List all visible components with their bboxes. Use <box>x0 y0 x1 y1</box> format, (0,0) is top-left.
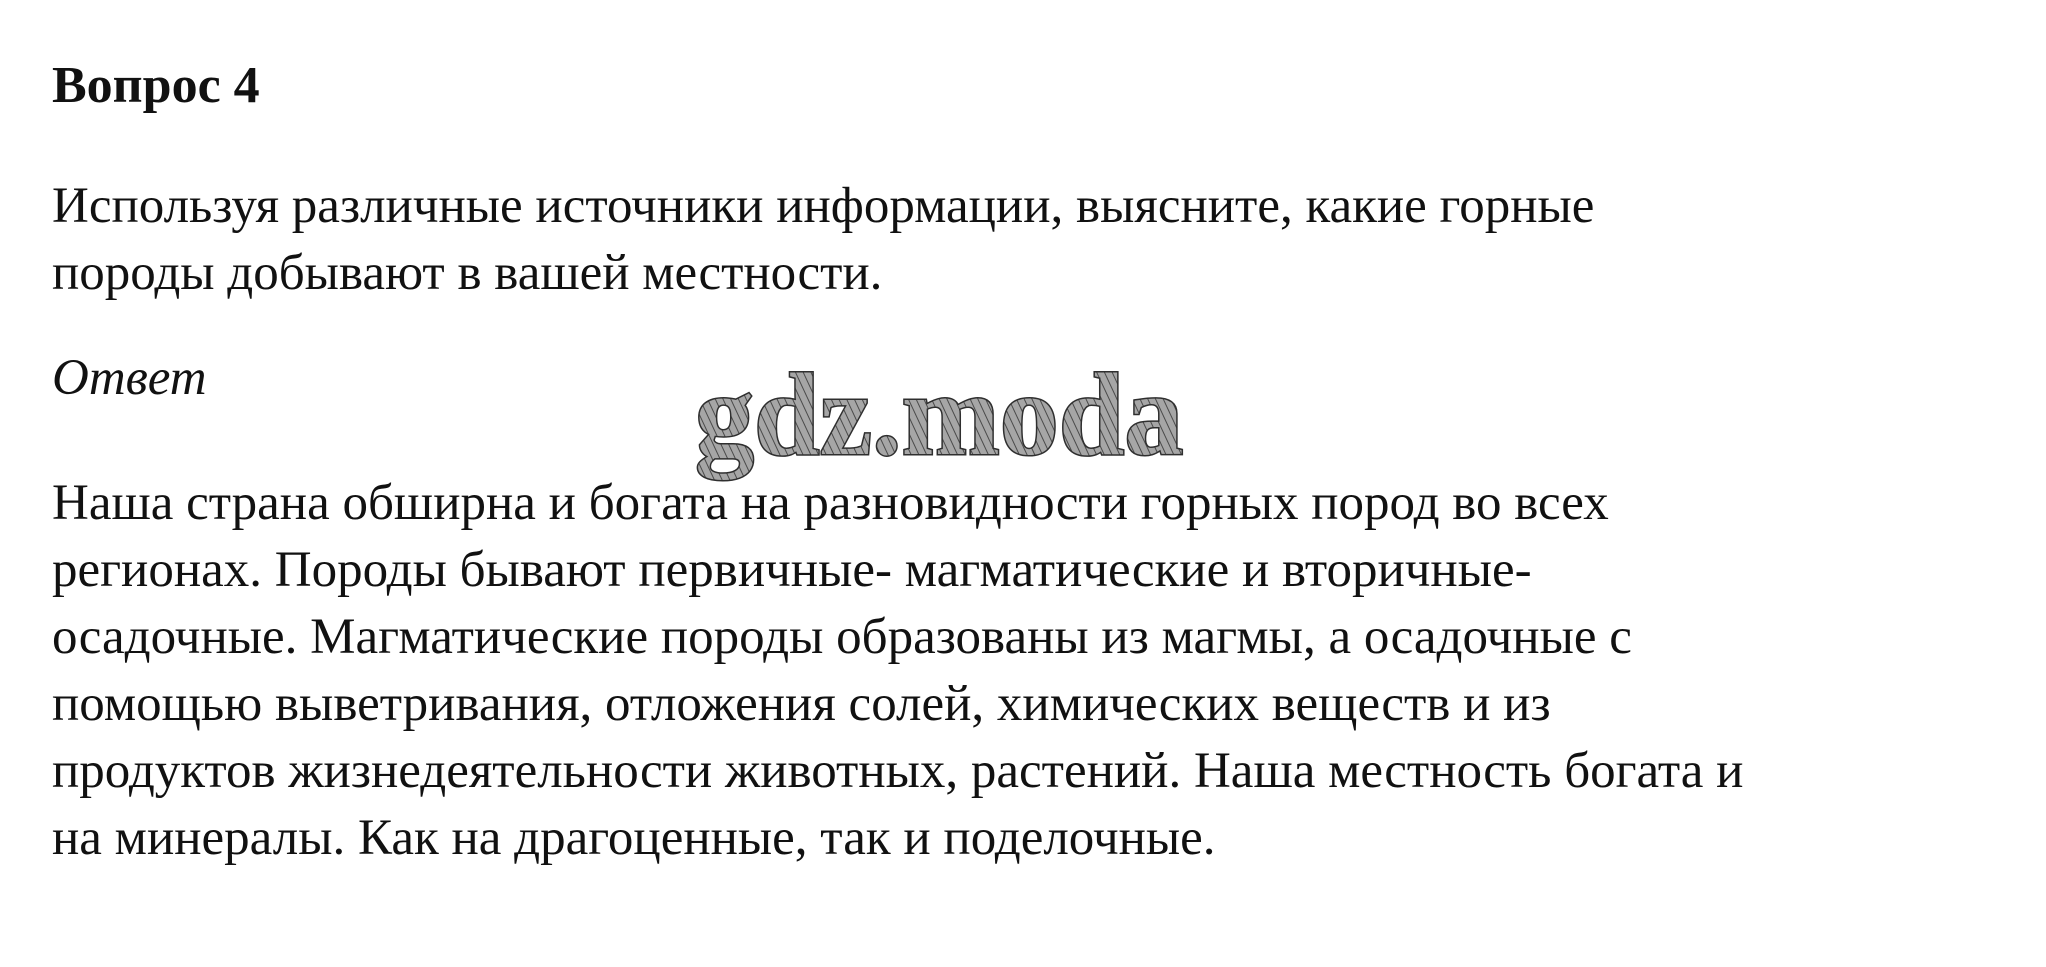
answer-line: продуктов жизнедеятельности животных, растений. Наша местность богата и <box>52 743 1744 799</box>
watermark-text: gdz.moda <box>695 349 1184 480</box>
question-title: Вопрос 4 <box>52 57 260 114</box>
answer-label: Ответ <box>52 350 207 406</box>
watermark-logo <box>690 346 1290 491</box>
question-line: Используя различные источники информации, выясните, какие горные <box>52 178 1595 234</box>
answer-line: осадочные. Магматические породы образованы из магмы, а осадочные с <box>52 609 1632 665</box>
answer-line: Наша страна обширна и богата на разновидности горных пород во всех <box>52 475 1609 531</box>
answer-line: на минералы. Как на драгоценные, так и поделочные. <box>52 810 1216 866</box>
answer-line: помощью выветривания, отложения солей, химических веществ и из <box>52 676 1551 732</box>
question-line: породы добывают в вашей местности. <box>52 245 883 301</box>
question-text <box>52 173 1952 307</box>
answer-text <box>52 470 2012 872</box>
answer-line: регионах. Породы бывают первичные- магматические и вторичные- <box>52 542 1532 598</box>
